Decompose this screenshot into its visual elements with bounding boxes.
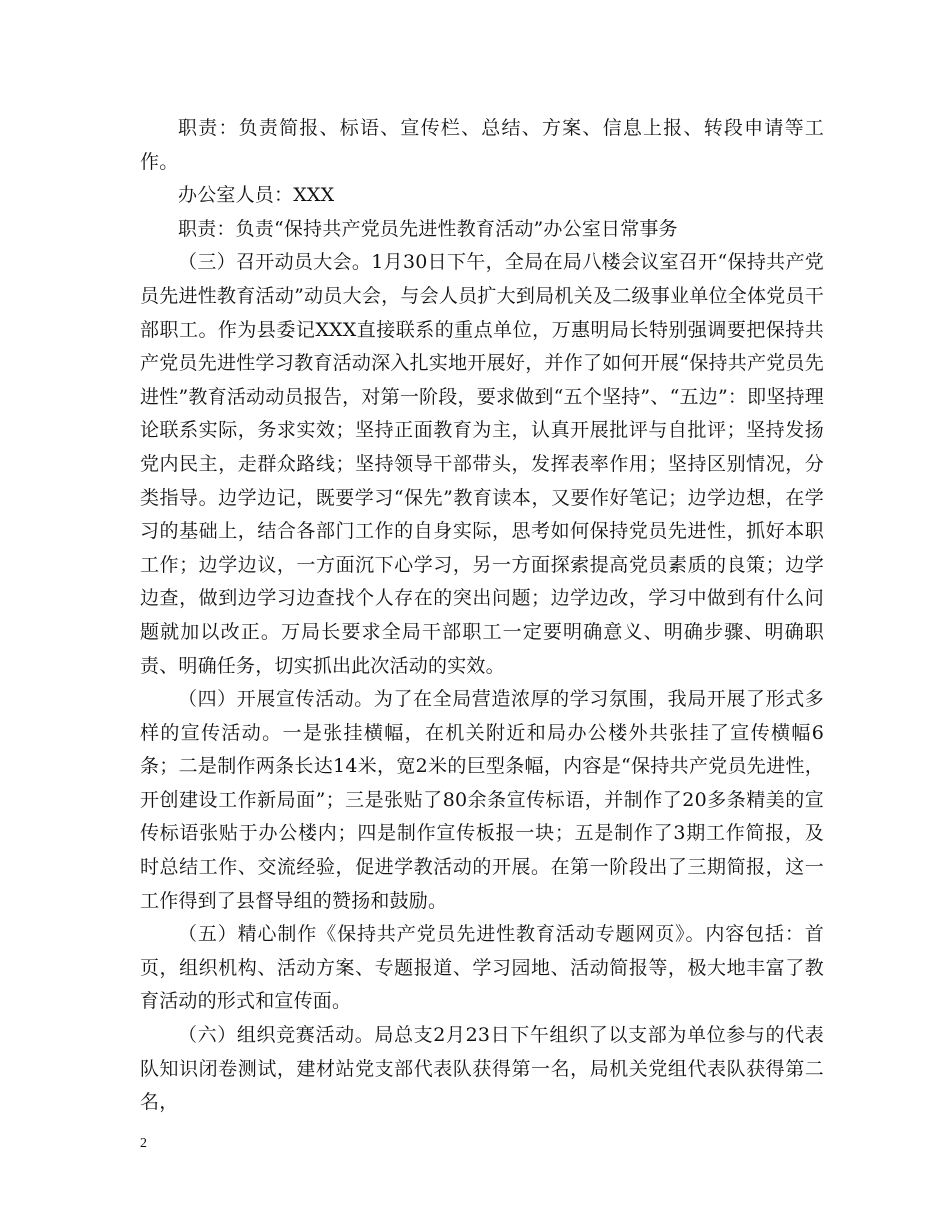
paragraph-duties-office: 职责：负责“保持共产党员先进性教育活动”办公室日常事务 bbox=[178, 217, 678, 240]
paragraph-office-staff: 办公室人员：XXX bbox=[178, 184, 335, 207]
paragraph-mobilization-meeting: （三）召开动员大会。1月30日下午，全局在局八楼会议室召开“保持共产党员先进性教育活动”动员大会，与会人员扩大到局机关及二级事业单位全体党员干部职工。作为县委记XXX直接联系的重点单位，万惠明局长特别强调要把保持共产党员先进性学习教育活动深入扎实地开展好，并作了如何开展“保持共产党员先进性”教育活动动员报告，对第一阶段，要求做到“五个坚持”、“五边”：即坚持理论联系实际，务求实效；坚持正面教育为主，认真开展批评与自批评；坚持发扬党内民主，走群众路线；坚持领导干部带头，发挥表率作用；坚持区别情况，分类指导。边学边记，既要学习“保先”教育读本，又要作好笔记；边学边想，在学习的基础上，结合各部门工作的自身实际，思考如何保持党员先进性，抓好本职工作；边学边议，一方面沉下心学习，另一方面探索提高党员素质的良策；边学边查，做到边学习边查找个人存在的突出问题；边学边改，学习中做到有什么问题就加以改正。万局长要求全局干部职工一定要明确意义、明确步骤、明确职责、明确任务，切实抓出此次活动的实效。 bbox=[140, 251, 824, 677]
paragraph-publicity-activities: （四）开展宣传活动。为了在全局营造浓厚的学习氛围，我局开展了形式多样的宣传活动。一是张挂横幅，在机关附近和局办公楼外共张挂了宣传横幅6条；二是制作两条长达14米，宽2米的巨型条幅，内容是“保持共产党员先进性，开创建设工作新局面”；三是张贴了80余条宣传标语，并制作了20多条精美的宣传标语张贴于办公楼内；四是制作宣传板报一块；五是制作了3期工作简报，及时总结工作、交流经验，促进学教活动的开展。在第一阶段出了三期简报，这一工作得到了县督导组的赞扬和鼓励。 bbox=[140, 688, 824, 912]
paragraph-special-webpage: （五）精心制作《保持共产党员先进性教育活动专题网页》。内容包括：首页，组织机构、活动方案、专题报道、学习园地、活动简报等，极大地丰富了教育活动的形式和宣传面。 bbox=[140, 923, 824, 1013]
page-number: 2 bbox=[140, 1136, 147, 1151]
document-body bbox=[140, 112, 824, 1120]
paragraph-competition: （六）组织竞赛活动。局总支2月23日下午组织了以支部为单位参与的代表队知识闭卷测试，建材站党支部代表队获得第一名，局机关党组代表队获得第二名， bbox=[140, 1024, 824, 1114]
paragraph-duties-briefing: 职责：负责简报、标语、宣传栏、总结、方案、信息上报、转段申请等工作。 bbox=[140, 117, 824, 173]
